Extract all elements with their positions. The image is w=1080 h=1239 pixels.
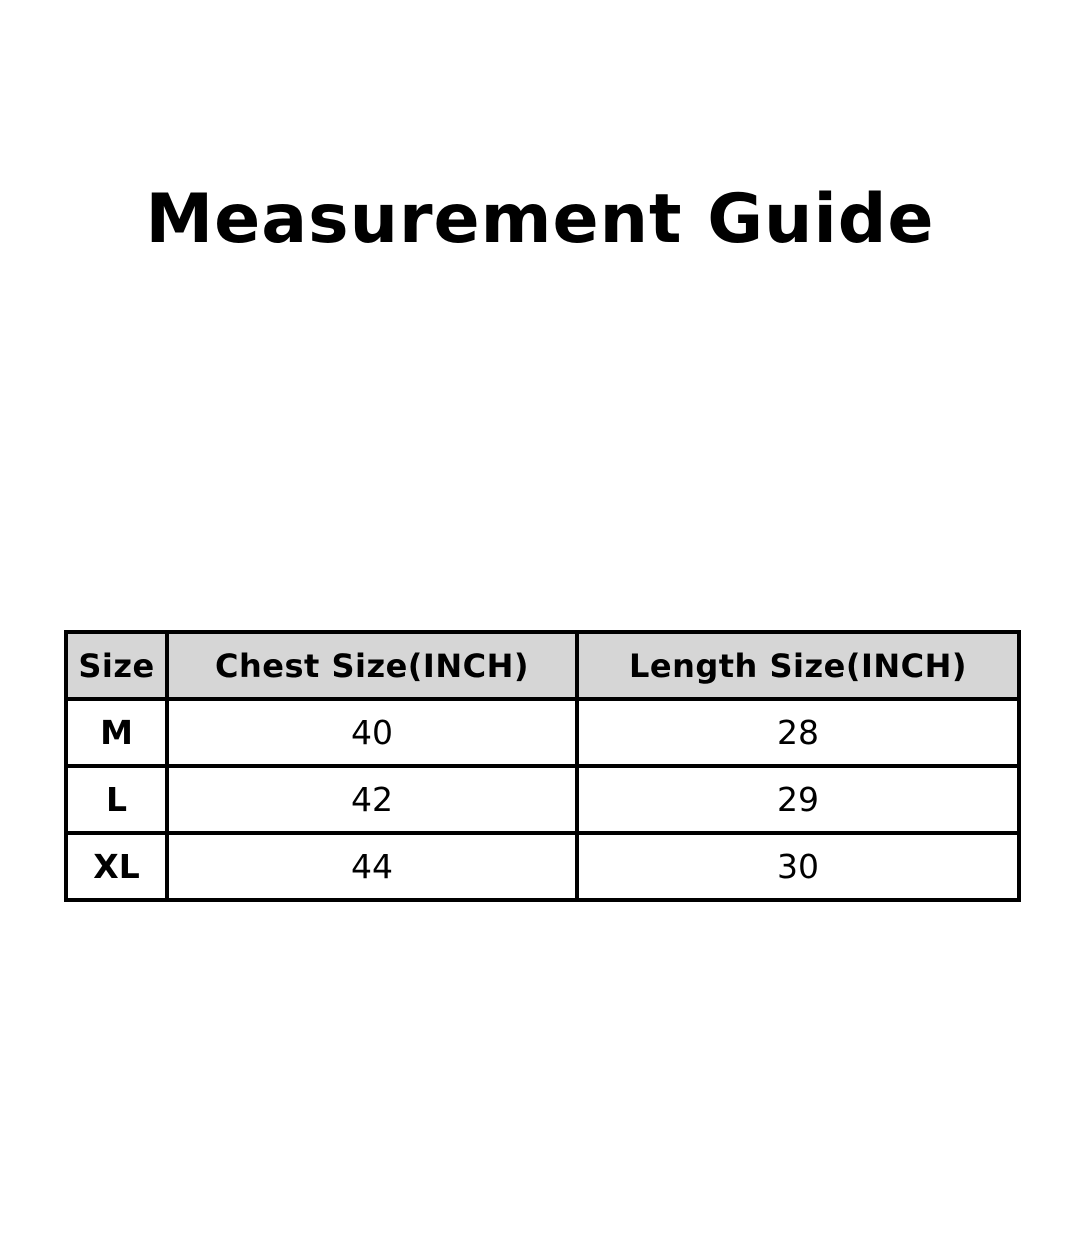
chest-size-cell: 42 xyxy=(167,766,577,833)
length-size-cell: 29 xyxy=(577,766,1019,833)
header-chest-size: Chest Size(INCH) xyxy=(167,632,577,699)
chest-size-cell: 44 xyxy=(167,833,577,900)
size-cell: M xyxy=(66,699,167,766)
chest-size-cell: 40 xyxy=(167,699,577,766)
table-header-row xyxy=(66,632,1019,699)
measurement-table xyxy=(64,630,1021,902)
header-size: Size xyxy=(66,632,167,699)
page-title: Measurement Guide xyxy=(145,180,935,259)
table-row xyxy=(66,833,1019,900)
table-row xyxy=(66,766,1019,833)
size-cell: XL xyxy=(66,833,167,900)
header-length-size: Length Size(INCH) xyxy=(577,632,1019,699)
length-size-cell: 30 xyxy=(577,833,1019,900)
size-cell: L xyxy=(66,766,167,833)
length-size-cell: 28 xyxy=(577,699,1019,766)
table-row xyxy=(66,699,1019,766)
